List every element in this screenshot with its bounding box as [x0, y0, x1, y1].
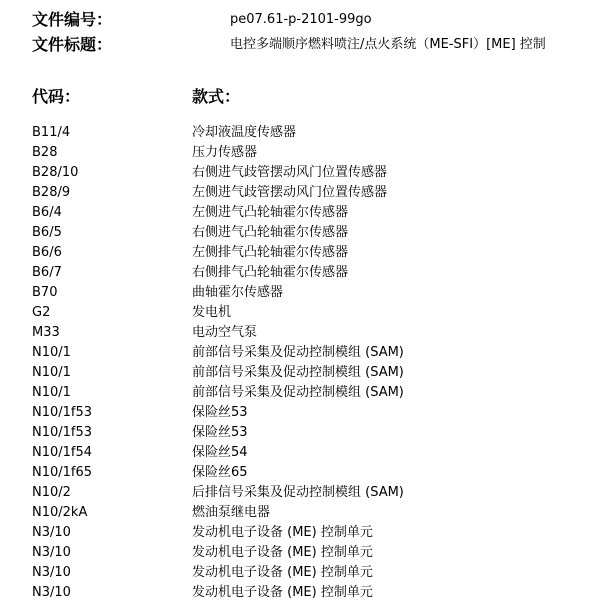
table-row — [0, 123, 602, 143]
code-column-header: 代码： — [32, 87, 81, 106]
document-number-row — [32, 9, 602, 31]
table-row — [0, 523, 602, 543]
component-code: B28/10 — [32, 165, 79, 180]
table-row — [0, 583, 602, 603]
component-code: B28/9 — [32, 185, 71, 200]
component-description: 保险丝54 — [192, 445, 248, 460]
component-description: 右侧排气凸轮轴霍尔传感器 — [192, 265, 349, 280]
component-description: 保险丝65 — [192, 465, 248, 480]
component-description: 发动机电子设备 (ME) 控制单元 — [192, 525, 373, 540]
component-description: 前部信号采集及促动控制模组 (SAM) — [192, 385, 404, 400]
table-row — [0, 463, 602, 483]
component-description: 左侧排气凸轮轴霍尔传感器 — [192, 245, 349, 260]
component-description: 后排信号采集及促动控制模组 (SAM) — [192, 485, 404, 500]
component-code: N10/1 — [32, 345, 71, 360]
component-description: 发动机电子设备 (ME) 控制单元 — [192, 585, 373, 600]
component-description: 左侧进气歧管摆动风门位置传感器 — [192, 185, 388, 200]
component-code: N10/1f54 — [32, 445, 93, 460]
component-description: 发动机电子设备 (ME) 控制单元 — [192, 545, 373, 560]
table-row — [0, 183, 602, 203]
component-code: B6/6 — [32, 245, 62, 260]
component-code: N10/2kA — [32, 505, 88, 520]
document-number-label: 文件编号： — [32, 10, 113, 29]
component-code: B6/4 — [32, 205, 62, 220]
table-row — [0, 323, 602, 343]
component-code: B11/4 — [32, 125, 71, 140]
component-code: B70 — [32, 285, 58, 300]
component-description: 发动机电子设备 (ME) 控制单元 — [192, 565, 373, 580]
table-row — [0, 443, 602, 463]
component-description: 保险丝53 — [192, 405, 248, 420]
component-code: N3/10 — [32, 585, 71, 600]
table-row — [0, 283, 602, 303]
component-description: 右侧进气凸轮轴霍尔传感器 — [192, 225, 349, 240]
component-code: N10/1f65 — [32, 465, 93, 480]
component-code: B6/5 — [32, 225, 62, 240]
description-column-header: 款式： — [192, 87, 241, 106]
component-code: N10/2 — [32, 485, 71, 500]
component-description: 压力传感器 — [192, 145, 258, 160]
table-row — [0, 203, 602, 223]
table-row — [0, 423, 602, 443]
component-code: B6/7 — [32, 265, 62, 280]
component-code: N3/10 — [32, 525, 71, 540]
component-description: 燃油泵继电器 — [192, 505, 271, 520]
component-code: B28 — [32, 145, 58, 160]
component-description: 前部信号采集及促动控制模组 (SAM) — [192, 345, 404, 360]
component-code: G2 — [32, 305, 51, 320]
table-row — [0, 243, 602, 263]
component-description: 左侧进气凸轮轴霍尔传感器 — [192, 205, 349, 220]
component-code: M33 — [32, 325, 60, 340]
table-row — [0, 403, 602, 423]
component-description: 冷却液温度传感器 — [192, 125, 297, 140]
component-code: N3/10 — [32, 545, 71, 560]
document-title-label: 文件标题： — [32, 35, 113, 54]
table-row — [0, 303, 602, 323]
component-code: N3/10 — [32, 565, 71, 580]
component-code: N10/1 — [32, 385, 71, 400]
table-row — [0, 143, 602, 163]
component-description: 右侧进气歧管摆动风门位置传感器 — [192, 165, 388, 180]
table-row — [0, 503, 602, 523]
component-description: 电动空气泵 — [192, 325, 258, 340]
component-description: 前部信号采集及促动控制模组 (SAM) — [192, 365, 404, 380]
table-row — [0, 563, 602, 583]
table-row — [0, 483, 602, 503]
table-row — [0, 343, 602, 363]
component-list — [0, 123, 602, 603]
component-description: 曲轴霍尔传感器 — [192, 285, 284, 300]
table-row — [0, 223, 602, 243]
component-code: N10/1 — [32, 365, 71, 380]
table-row — [0, 543, 602, 563]
table-row — [0, 263, 602, 283]
table-row — [0, 383, 602, 403]
document-number-value: pe07.61-p-2101-99go — [230, 12, 372, 27]
document-title-value: 电控多端顺序燃料喷注/点火系统（ME-SFI）[ME] 控制 — [230, 37, 546, 52]
component-code: N10/1f53 — [32, 405, 93, 420]
component-description: 发电机 — [192, 305, 232, 320]
component-description: 保险丝53 — [192, 425, 248, 440]
table-row — [0, 363, 602, 383]
document-title-row — [32, 34, 602, 56]
component-code: N10/1f53 — [32, 425, 93, 440]
table-row — [0, 163, 602, 183]
